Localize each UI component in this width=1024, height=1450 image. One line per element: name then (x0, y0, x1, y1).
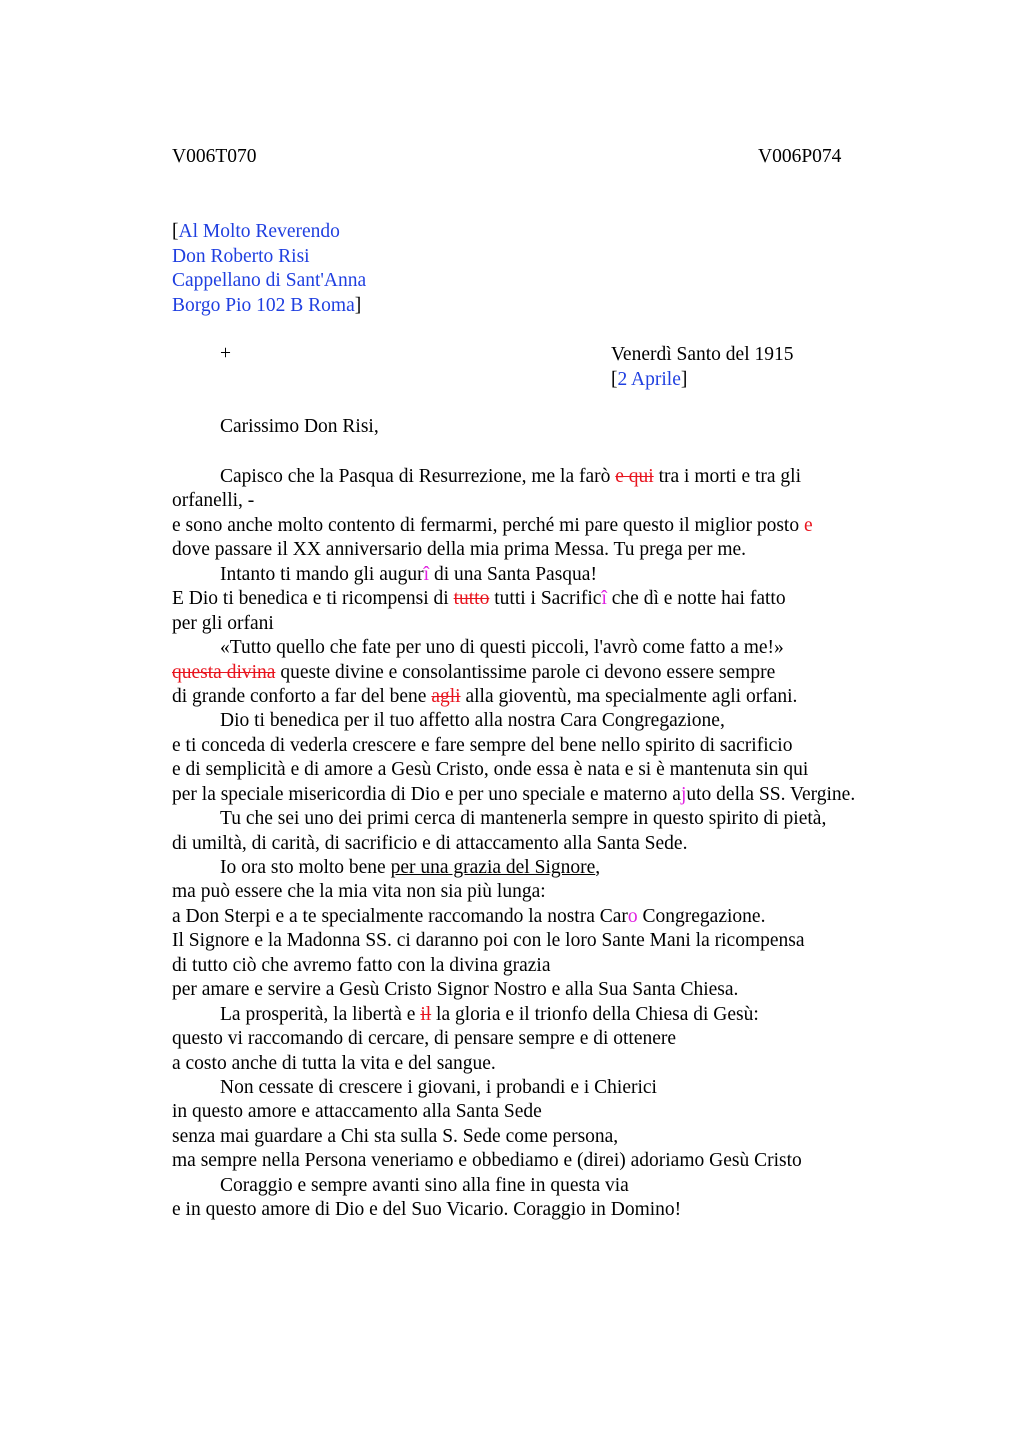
body-line: «Tutto quello che fate per uno di questi piccoli, l'avrò come fatto a me!» (220, 637, 784, 659)
body-line: E Dio ti benedica e ti ricompensi di tutto tutti i Sacrificî che dì e notte hai fatto (172, 588, 786, 610)
body-line: ma può essere che la mia vita non sia più lunga: (172, 881, 546, 903)
body-line: a Don Sterpi e a te specialmente raccomando la nostra Caro Congregazione. (172, 905, 766, 927)
body-line: Intanto ti mando gli augurî di una Santa Pasqua! (220, 563, 597, 585)
body-line: di umiltà, di carità, di sacrificio e di attaccamento alla Santa Sede. (172, 832, 688, 854)
body-line: Capisco che la Pasqua di Resurrezione, me la farò e qui tra i morti e tra gli (220, 466, 802, 487)
body-line: e sono anche molto contento di fermarmi, perché mi pare questo il miglior posto e (172, 514, 813, 536)
deleted-text: tutto (453, 588, 490, 610)
deleted-text: il (420, 1003, 432, 1025)
address-line-2: Don Roberto Risi (172, 245, 310, 267)
date-bracket-close: ] (680, 368, 688, 390)
address-text-1: Al Molto Reverendo (178, 221, 340, 242)
date-block (611, 343, 794, 392)
marked-char: î (423, 563, 430, 585)
body-line: e di semplicità e di amore a Gesù Cristo, onde essa è nata e si è mantenuta sin qui (172, 759, 809, 781)
body-line: questo vi raccomando di cercare, di pensare sempre e di ottenere (172, 1028, 677, 1050)
deleted-text: agli (431, 685, 461, 707)
address-bracket-close: ] (354, 294, 362, 316)
body-line: La prosperità, la libertà e il la gloria e il trionfo della Chiesa di Gesù: (220, 1003, 759, 1025)
salutation: Carissimo Don Risi, (220, 416, 379, 437)
underlined-text: per una grazia del Signore (390, 857, 596, 878)
deleted-text: e qui (615, 466, 654, 487)
address-line-3: Cappellano di Sant'Anna (172, 270, 367, 292)
deleted-text: questa divina (172, 661, 276, 683)
date-line-1: Venerdì Santo del 1915 (611, 344, 794, 365)
body-line: dove passare il XX anniversario della mia prima Messa. Tu prega per me. (172, 539, 747, 561)
date-bracket-open: [ (611, 368, 618, 390)
address-line-4 (172, 294, 366, 319)
body-line: questa divina queste divine e consolantissime parole ci devono essere sempre (172, 661, 776, 683)
body-line: a costo anche di tutta la vita e del sangue. (172, 1052, 496, 1074)
letter-body (172, 465, 912, 1223)
date-line-2 (611, 368, 794, 393)
body-line: per gli orfani (172, 612, 274, 634)
cross-symbol: + (220, 343, 231, 364)
body-line: Non cessate di crescere i giovani, i probandi e i Chierici (220, 1076, 657, 1098)
body-line: ma sempre nella Persona veneriamo e obbediamo e (direi) adoriamo Gesù Cristo (172, 1150, 802, 1172)
address-text-4: Borgo Pio 102 B Roma (172, 294, 355, 316)
body-line: in questo amore e attaccamento alla Santa Sede (172, 1101, 542, 1123)
header-left-code: V006T070 (172, 146, 257, 167)
body-line: Dio ti benedica per il tuo affetto alla nostra Cara Congregazione, (220, 710, 725, 732)
body-line: e in questo amore di Dio e del Suo Vicario. Coraggio in Domino! (172, 1199, 682, 1221)
date-bracketed: 2 Aprile (617, 368, 681, 390)
body-line: di tutto ciò che avremo fatto con la divina grazia (172, 954, 551, 976)
address-block (172, 220, 366, 318)
body-line: orfanelli, - (172, 490, 255, 512)
marked-char: j (680, 783, 687, 805)
body-line: Tu che sei uno dei primi cerca di mantenerla sempre in questo spirito di pietà, (220, 808, 827, 830)
body-line: senza mai guardare a Chi sta sulla S. Sede come persona, (172, 1125, 619, 1147)
marked-char: î (601, 588, 607, 610)
address-line-1 (172, 220, 366, 245)
marked-char: o (627, 905, 638, 927)
body-line: Coraggio e sempre avanti sino alla fine in questa via (220, 1174, 629, 1196)
header-right-code: V006P074 (758, 146, 842, 167)
address-bracket-open: [ (172, 221, 179, 242)
body-line: e ti conceda di vederla crescere e fare sempre del bene nello spirito di sacrificio (172, 734, 793, 756)
body-line: Il Signore e la Madonna SS. ci daranno poi con le loro Sante Mani la ricompensa (172, 930, 805, 952)
body-line: per la speciale misericordia di Dio e per uno speciale e materno ajuto della SS. Vergine. (172, 783, 856, 805)
body-line: per amare e servire a Gesù Cristo Signor Nostro e alla Sua Santa Chiesa. (172, 979, 739, 1001)
body-line: Io ora sto molto bene per una grazia del Signore, (220, 857, 601, 878)
body-line: di grande conforto a far del bene agli alla gioventù, ma specialmente agli orfani. (172, 685, 798, 707)
inserted-text: e (803, 514, 813, 536)
